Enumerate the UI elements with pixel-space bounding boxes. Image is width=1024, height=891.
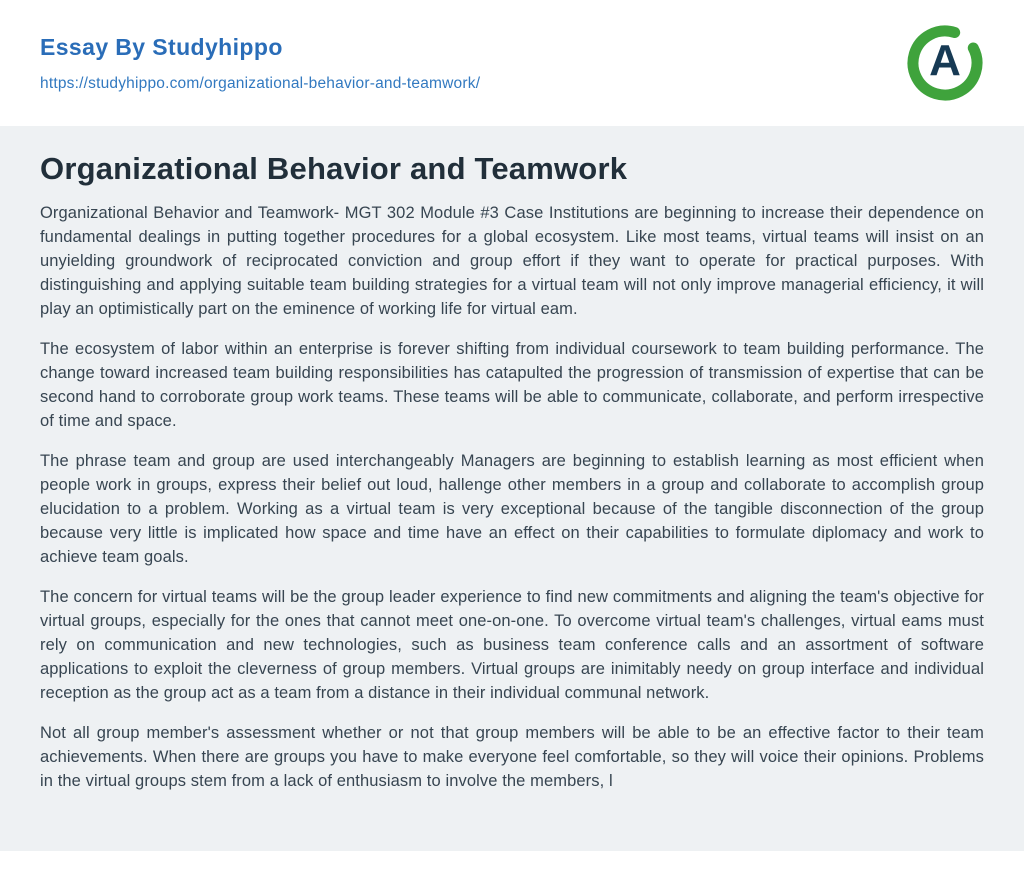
footer-band xyxy=(0,851,1024,891)
site-title: Essay By Studyhippo xyxy=(40,33,283,60)
studyhippo-logo xyxy=(906,24,984,102)
logo-letter: A xyxy=(929,36,961,86)
essay-paragraph-1: Organizational Behavior and Teamwork- MGT 302 Module #3 Case Institutions are beginning to increase their dependence on fundamental dealings in putting together procedures for a global ecosystem. Like most teams, virtual teams will insist on an unyielding groundwork of reciprocated conviction and group effort if they want to operate for practical purposes. With distinguishing and applying suitable team building strategies for a virtual team will not only improve managerial efficiency, it will play an optimistically part on the eminence of working life for virtual eam. xyxy=(40,204,984,318)
essay-paragraph-4: The concern for virtual teams will be the group leader experience to find new commitments and aligning the team's objective for virtual groups, especially for the ones that cannot meet one-on-one. To overcome virtual team's challenges, virtual eams must rely on communication and new technologies, such as business team conference calls and an assortment of software applications to exploit the cleverness of group members. Virtual groups are inimitably needy on group interface and individual reception as the group act as a team from a distance in their individual communal network. xyxy=(40,588,984,702)
header-text xyxy=(40,34,480,93)
essay-paragraph-5: Not all group member's assessment whether or not that group members will be able to be an effective factor to their team achievements. When there are groups you have to make everyone feel comfortable, so they will voice their opinions. Problems in the virtual groups stem from a lack of enthusiasm to involve the members, l xyxy=(40,724,984,790)
essay-content xyxy=(0,126,1024,793)
essay-paragraph-3: The phrase team and group are used interchangeably Managers are beginning to establish learning as most efficient when people work in groups, express their belief out loud, hallenge other members in a group and collaborate to accomplish group elucidation to a problem. Working as a virtual team is very exceptional because of the tangible disconnection of the group because very little is implicated how space and time have an effect on their capabilities to formulate diplomacy and work to achieve team goals. xyxy=(40,452,984,566)
essay-paragraph-2: The ecosystem of labor within an enterprise is forever shifting from individual coursework to team building performance. The change toward increased team building responsibilities has catapulted the progression of transmission of expertise that can be second hand to corroborate group work teams. These teams will be able to communicate, collaborate, and perform irrespective of time and space. xyxy=(40,340,984,430)
article-title: Organizational Behavior and Teamwork xyxy=(40,151,628,186)
essay-url-link[interactable]: https://studyhippo.com/organizational-behavior-and-teamwork/ xyxy=(40,74,481,92)
site-header xyxy=(0,0,1024,126)
